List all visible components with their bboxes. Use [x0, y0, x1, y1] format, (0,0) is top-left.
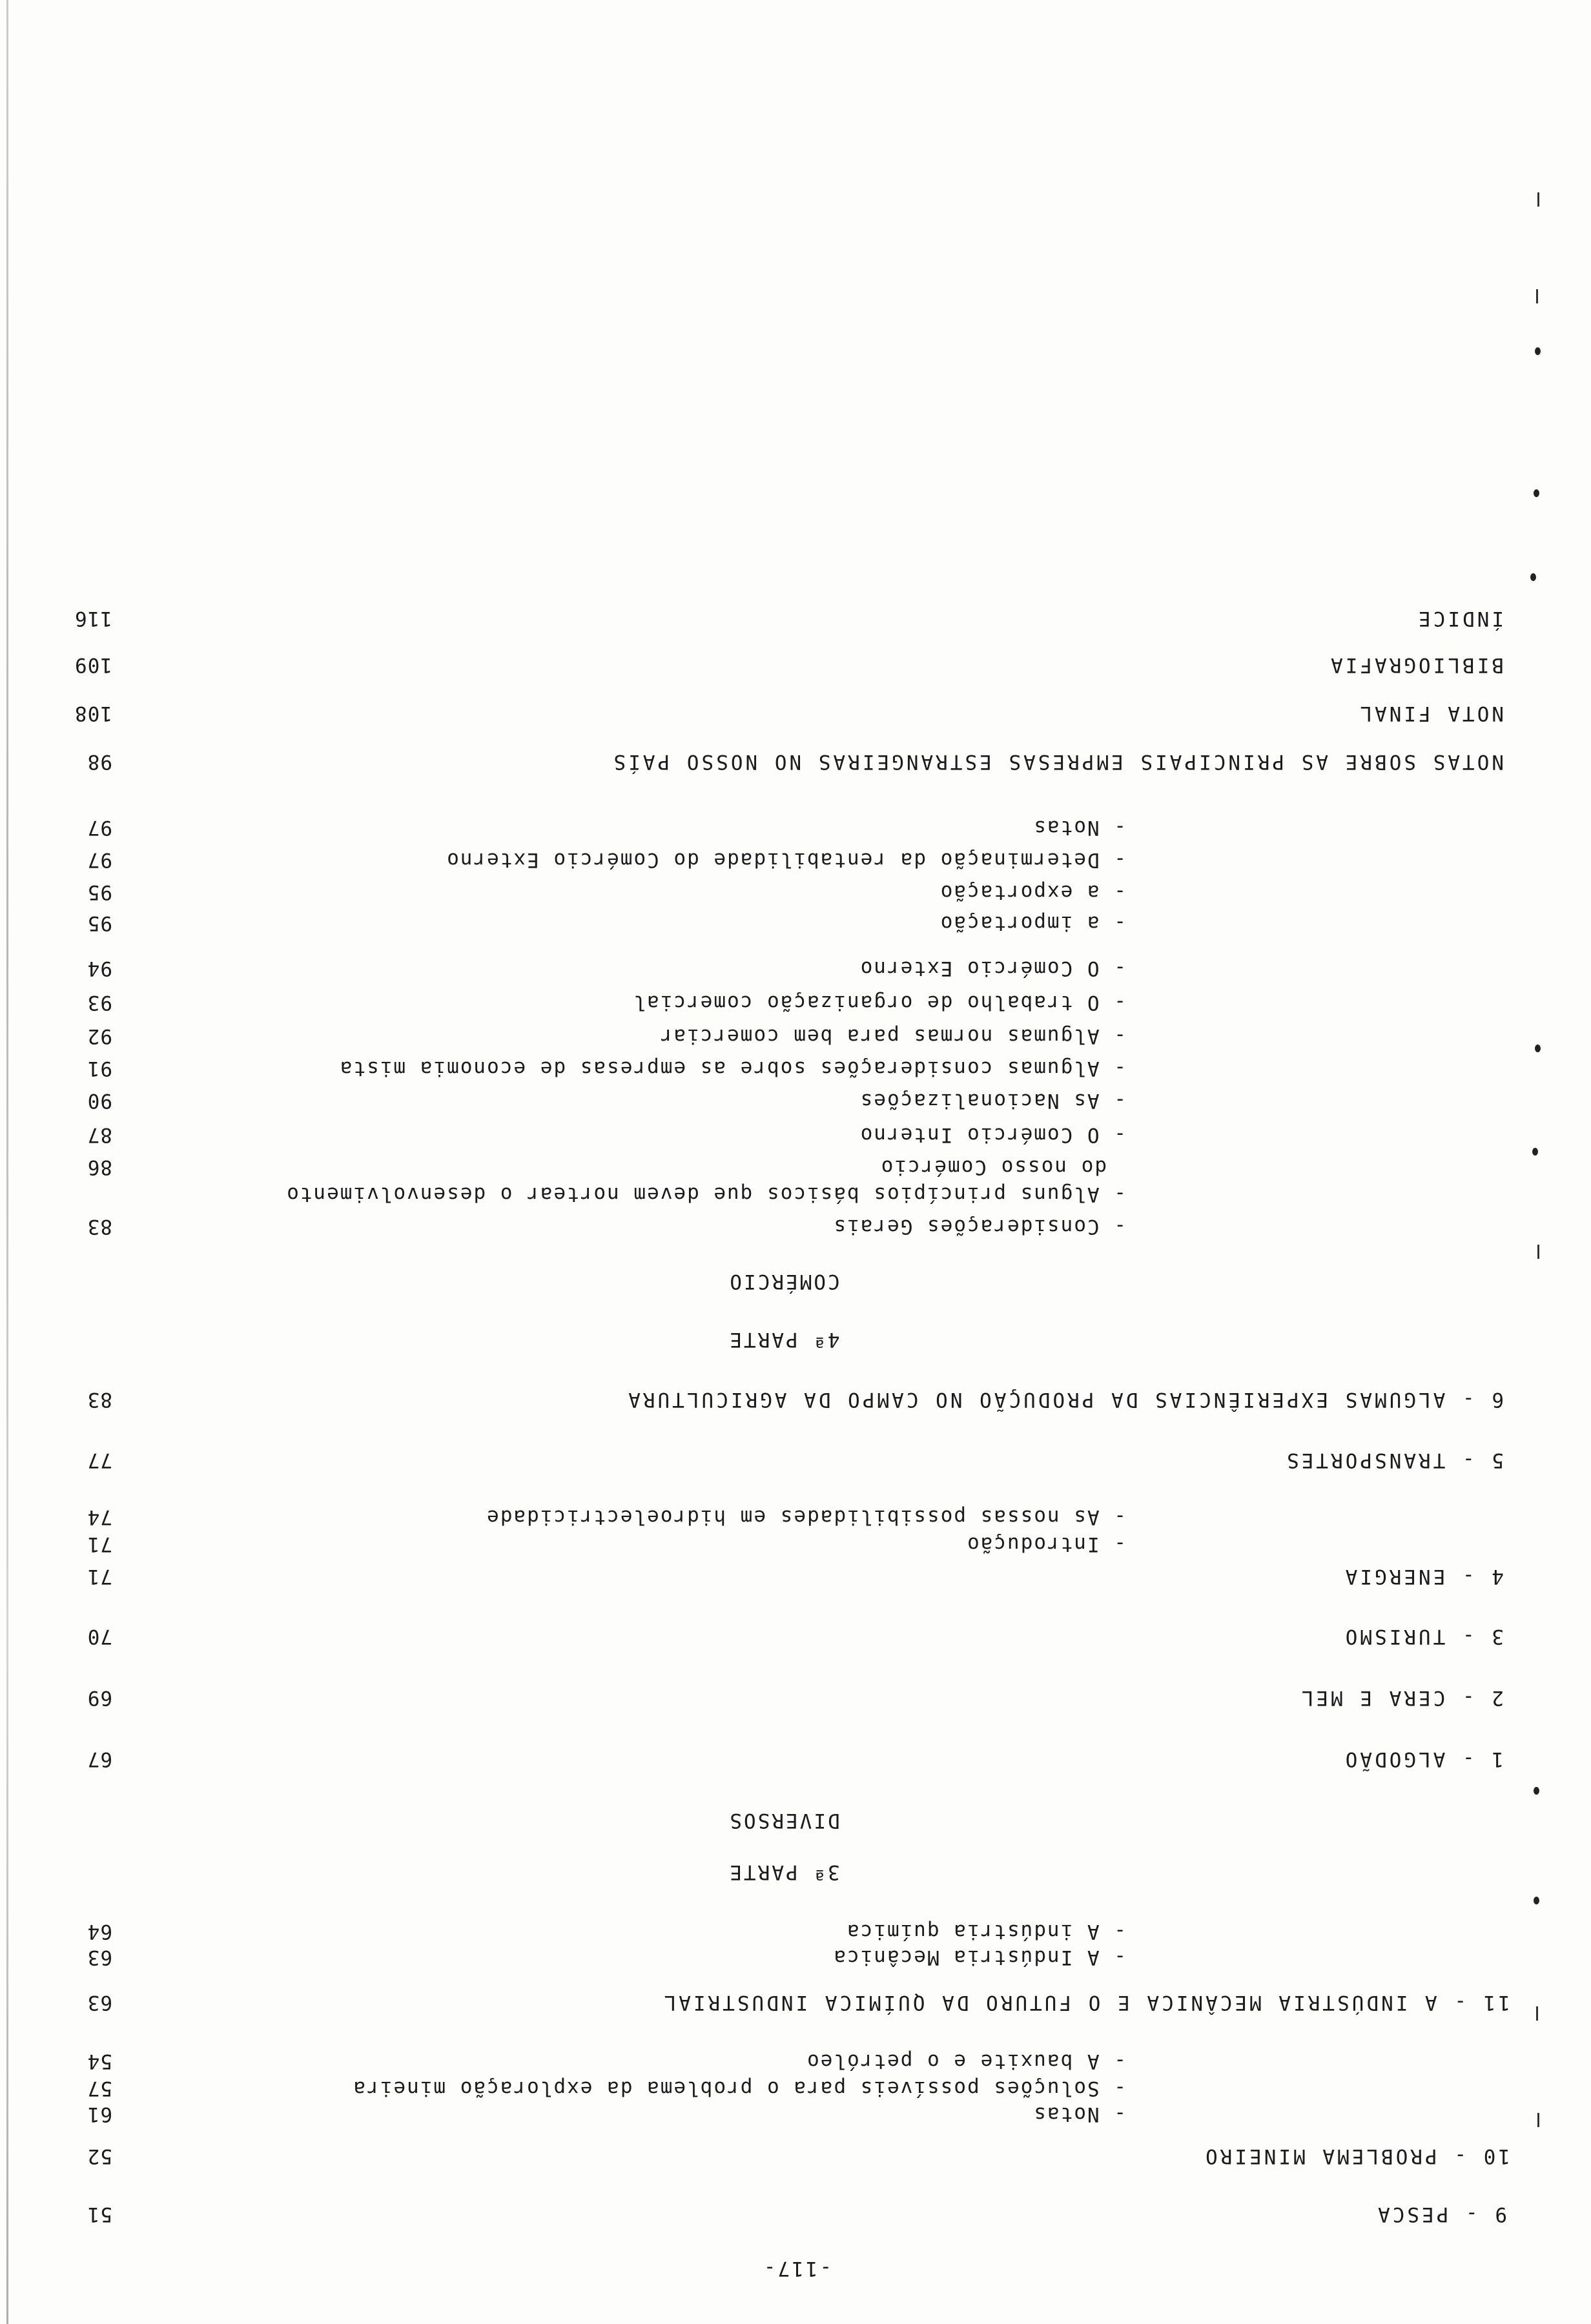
toc-item: - A Indústria Mecânica: [832, 1946, 1126, 1969]
scan-mark: [1534, 489, 1539, 497]
toc-item: - A indústria química: [846, 1920, 1126, 1943]
toc-page-number: 95: [87, 881, 112, 904]
scan-mark: [1537, 2113, 1539, 2127]
toc-page-number: 87: [87, 1123, 112, 1147]
toc-chapter-problema-mineiro: 10 - PROBLEMA MINEIRO: [1203, 2145, 1510, 2168]
toc-page-number: 90: [87, 1089, 112, 1112]
toc-item: - As nossas possibilidades em hidroelectricidade: [486, 1505, 1126, 1529]
scan-mark: [1534, 1787, 1539, 1795]
part-subheading: DIVERSOS: [728, 1809, 840, 1832]
toc-page-number: 83: [87, 1388, 112, 1411]
toc-item: - Determinação da rentabilidade do Comércio Externo: [446, 848, 1126, 872]
toc-chapter-agricultura: 6 - ALGUMAS EXPERIÊNCIAS DA PRODUÇÃO NO CAMPO DA AGRICULTURA: [626, 1388, 1504, 1411]
scan-mark: [1536, 2006, 1538, 2021]
toc-item-continuation: do nosso Comércio: [879, 1156, 1107, 1179]
toc-page-number: 71: [87, 1565, 112, 1588]
toc-item: - Alguns princípios básicos que devem nortear o desenvolvimento: [285, 1183, 1126, 1206]
toc-page-number: 71: [87, 1533, 112, 1556]
toc-chapter-transportes: 5 - TRANSPORTES: [1284, 1449, 1504, 1472]
toc-chapter-pesca: 9 - PESCA: [1375, 2203, 1507, 2226]
toc-page-number: 69: [87, 1686, 112, 1709]
toc-page-number: 92: [87, 1024, 112, 1048]
toc-page-number: 97: [87, 816, 112, 839]
toc-page-number: 61: [87, 2103, 112, 2126]
scan-mark: [1534, 1897, 1539, 1904]
scan-mark: [1530, 573, 1536, 581]
toc-page-number: 93: [87, 991, 112, 1014]
scan-mark: [1535, 1045, 1541, 1052]
toc-page-number: 109: [74, 653, 112, 677]
toc-chapter-cera-e-mel: 2 - CERA E MEL: [1298, 1686, 1504, 1709]
toc-item: - O trabalho de organização comercial: [632, 991, 1126, 1014]
toc-page-number: 86: [87, 1156, 112, 1179]
part-heading: 3ª PARTE: [728, 1860, 840, 1884]
toc-item: - Considerações Gerais: [832, 1215, 1126, 1238]
toc-page-number: 51: [87, 2203, 112, 2226]
toc-page-number: 83: [87, 1215, 112, 1238]
toc-page-number: 94: [87, 957, 112, 980]
toc-page-number: 63: [87, 1991, 112, 2014]
toc-page-number: 57: [87, 2077, 112, 2100]
toc-chapter-turismo: 3 - TURISMO: [1342, 1625, 1504, 1648]
toc-item: - A bauxite e o petróleo: [806, 2050, 1126, 2073]
part-subheading: COMÉRCIO: [728, 1270, 840, 1293]
toc-page-number: 108: [74, 702, 112, 725]
toc-page-number: 67: [87, 1748, 112, 1771]
toc-item: - Algumas considerações sobre as empresas de economia mista: [338, 1057, 1126, 1080]
toc-item: - Soluções possíveis para o problema da exploração mineira: [352, 2077, 1126, 2100]
scan-mark: [1536, 289, 1538, 303]
toc-page-number: 54: [87, 2050, 112, 2073]
toc-item: - a importação: [939, 912, 1126, 935]
toc-page-number: 63: [87, 1946, 112, 1969]
toc-end-entry: NOTAS SOBRE AS PRINCIPAIS EMPRESAS ESTRANGEIRAS NO NOSSO PAÍS: [611, 750, 1504, 773]
scan-mark: [1535, 347, 1541, 355]
toc-page-number: 97: [87, 848, 112, 872]
toc-page-number: 91: [87, 1057, 112, 1080]
page-edge-shadow: [6, 0, 8, 2324]
toc-page-number: 74: [87, 1505, 112, 1529]
toc-end-entry: ÍNDICE: [1416, 607, 1504, 630]
toc-chapter-energia: 4 - ENERGIA: [1342, 1565, 1504, 1588]
toc-item: - Introdução: [966, 1533, 1126, 1556]
scan-mark: [1537, 192, 1539, 207]
toc-item: - Notas: [1032, 816, 1126, 839]
toc-page-number: 70: [87, 1625, 112, 1648]
page-number: -117-: [761, 2257, 832, 2280]
part-heading: 4ª PARTE: [728, 1328, 840, 1351]
toc-item: - Algumas normas para bem comerciar: [659, 1024, 1126, 1048]
toc-chapter-algodao: 1 - ALGODÃO: [1342, 1748, 1504, 1771]
toc-item: - As Nacionalizações: [859, 1089, 1126, 1112]
scan-mark: [1532, 1148, 1538, 1156]
toc-item: - a exportação: [939, 881, 1126, 904]
toc-end-entry: BIBLIOGRAFIA: [1328, 653, 1504, 677]
scan-mark: [1537, 1245, 1539, 1259]
toc-page-number: 77: [87, 1449, 112, 1472]
toc-page-number: 95: [87, 912, 112, 935]
toc-chapter-industria: 11 - A INDÚSTRIA MECÂNICA E O FUTURO DA QUÍMICA INDUSTRIAL: [661, 1991, 1510, 2014]
toc-item: - Notas: [1032, 2103, 1126, 2126]
toc-item: - O Comércio Externo: [859, 957, 1126, 980]
toc-page-number: 52: [87, 2145, 112, 2168]
toc-page-number: 64: [87, 1920, 112, 1943]
toc-end-entry: NOTA FINAL: [1357, 702, 1504, 725]
toc-item: - O Comércio Interno: [859, 1123, 1126, 1147]
toc-page-number: 116: [74, 607, 112, 630]
toc-page-number: 98: [87, 750, 112, 773]
